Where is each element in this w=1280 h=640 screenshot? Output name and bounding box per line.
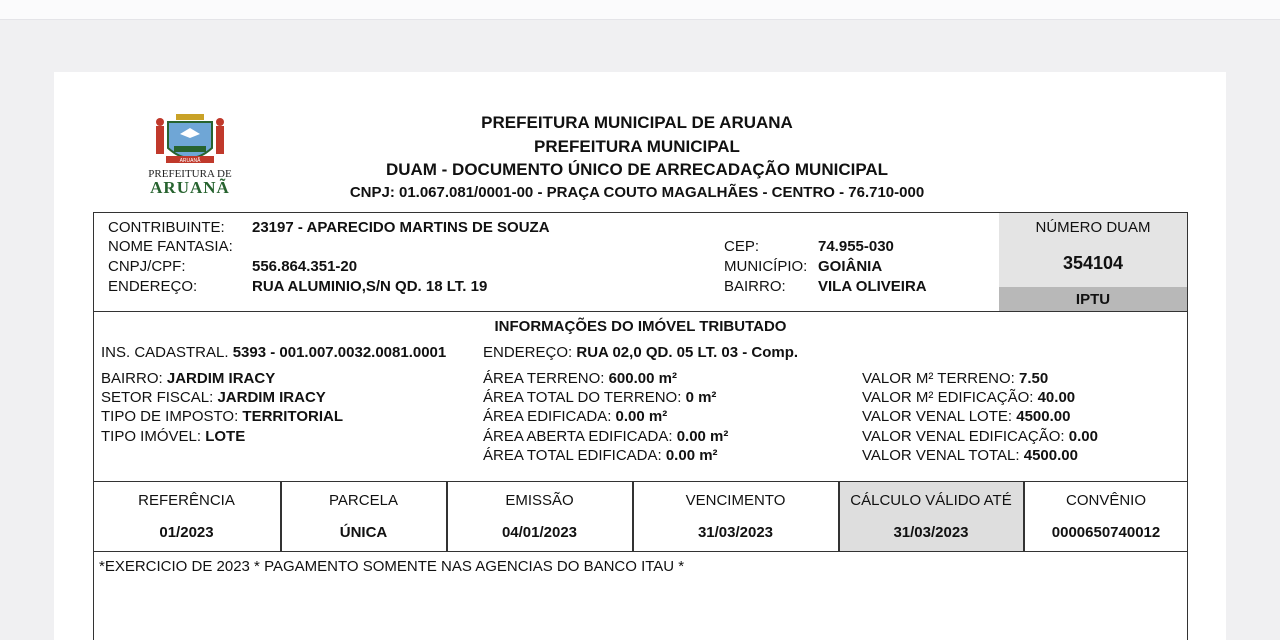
contribuinte-label: CONTRIBUINTE: [108,219,225,236]
area-total-terreno [483,389,716,406]
valor-venal-lote-value: 4500.00 [1016,408,1071,425]
logo-top-text: PREFEITURA DE [148,168,232,180]
property-address-value: RUA 02,0 QD. 05 LT. 03 - Comp. [576,344,799,361]
valor-venal-total-value: 4500.00 [1023,447,1078,464]
valor-m2-terreno-label: VALOR M² TERRENO: [862,370,1015,387]
setor-fiscal-label: SETOR FISCAL: [101,389,214,406]
setor-fiscal [101,389,326,406]
area-total-edificada-label: ÁREA TOTAL EDIFICADA: [483,447,662,464]
cnpj-cpf-value: 556.864.351-20 [252,258,358,275]
referencia-header: REFERÊNCIA [138,492,235,509]
property-address [483,344,798,361]
municipio-label: MUNICÍPIO: [724,258,808,275]
property-address-label: ENDEREÇO: [483,344,573,361]
area-edificada-value: 0.00 m² [615,408,668,425]
municipio-value: GOIÂNIA [818,258,883,275]
valor-venal-total-label: VALOR VENAL TOTAL: [862,447,1020,464]
coat-of-arms-icon [152,112,228,174]
valor-venal-total [862,447,1078,464]
area-total-edificada-value: 0.00 m² [665,447,718,464]
area-edificada [483,408,667,425]
area-terreno [483,370,677,387]
viewer-top-bar [0,0,1280,20]
valor-venal-edificacao [862,428,1098,445]
vencimento-value: 31/03/2023 [697,524,774,541]
valor-m2-terreno [862,370,1048,387]
valor-m2-edificacao-label: VALOR M² EDIFICAÇÃO: [862,389,1034,406]
emissao-header: EMISSÃO [505,492,574,509]
property-bairro [101,370,275,387]
valor-m2-terreno-value: 7.50 [1018,370,1049,387]
inscricao-cadastral [101,344,446,361]
bairro-value: VILA OLIVEIRA [818,278,927,295]
municipal-logo [142,112,238,198]
setor-fiscal-value: JARDIM IRACY [217,389,326,406]
bairro-label: BAIRRO: [724,278,786,295]
property-section-title: INFORMAÇÕES DO IMÓVEL TRIBUTADO [494,318,787,335]
duam-number-value: 354104 [1062,253,1124,273]
area-terreno-value: 600.00 m² [608,370,677,387]
endereco-label: ENDEREÇO: [108,278,198,295]
header-document-type: DUAM - DOCUMENTO ÚNICO DE ARRECADAÇÃO MUNICIPAL [385,160,889,179]
parcela-value: ÚNICA [339,524,388,541]
calculo-valido-value: 31/03/2023 [893,524,969,541]
parcela-header: PARCELA [329,492,398,509]
convenio-header: CONVÊNIO [1065,492,1146,509]
area-aberta-value: 0.00 m² [676,428,729,445]
valor-venal-edificacao-label: VALOR VENAL EDIFICAÇÃO: [862,428,1065,445]
valor-venal-lote-label: VALOR VENAL LOTE: [862,408,1013,425]
tipo-imposto-value: TERRITORIAL [242,408,343,425]
area-aberta-label: ÁREA ABERTA EDIFICADA: [483,428,673,445]
cep-label: CEP: [724,238,760,255]
observation-text: *EXERCICIO DE 2023 * PAGAMENTO SOMENTE NAS AGENCIAS DO BANCO ITAU * [99,558,685,575]
nome-fantasia-label: NOME FANTASIA: [108,238,233,255]
referencia-value: 01/2023 [159,524,214,541]
logo-name: ARUANÃ [150,178,230,197]
area-total-terreno-value: 0 m² [685,389,717,406]
calculo-valido-header: CÁLCULO VÁLIDO ATÉ [850,492,1012,509]
cep-value: 74.955-030 [818,238,894,255]
inscricao-label: INS. CADASTRAL. [101,344,229,361]
inscricao-value: 5393 - 001.007.0032.0081.0001 [232,344,447,361]
area-total-terreno-label: ÁREA TOTAL DO TERRENO: [483,389,682,406]
header-cnpj-address: CNPJ: 01.067.081/0001-00 - PRAÇA COUTO MAGALHÃES - CENTRO - 76.710-000 [349,184,925,201]
svg-text:ARUANÃ: ARUANÃ [179,158,201,164]
convenio-value: 0000650740012 [1051,524,1161,541]
valor-venal-lote [862,408,1070,425]
endereco-value: RUA ALUMINIO,S/N QD. 18 LT. 19 [252,278,488,295]
property-bairro-value: JARDIM IRACY [166,370,276,387]
area-total-edificada [483,447,718,464]
valor-m2-edificacao-value: 40.00 [1037,389,1076,406]
area-terreno-label: ÁREA TERRENO: [483,370,605,387]
contribuinte-value: 23197 - APARECIDO MARTINS DE SOUZA [252,219,550,236]
tipo-imposto-label: TIPO DE IMPOSTO: [101,408,239,425]
header-title: PREFEITURA MUNICIPAL DE ARUANA [481,113,793,132]
duam-type: IPTU [1075,291,1111,308]
tipo-imovel-value: LOTE [205,428,246,445]
cnpj-cpf-label: CNPJ/CPF: [108,258,186,275]
property-bairro-label: BAIRRO: [101,370,163,387]
valor-venal-edificacao-value: 0.00 [1068,428,1098,445]
emissao-value: 04/01/2023 [501,524,578,541]
tipo-imovel-label: TIPO IMÓVEL: [101,428,202,445]
tipo-imovel [101,428,245,445]
valor-m2-edificacao [862,389,1075,406]
header-subtitle: PREFEITURA MUNICIPAL [534,137,740,156]
vencimento-header: VENCIMENTO [685,492,786,509]
tipo-imposto [101,408,343,425]
area-aberta-edificada [483,428,728,445]
area-edificada-label: ÁREA EDIFICADA: [483,408,612,425]
duam-number-label: NÚMERO DUAM [1035,219,1151,236]
